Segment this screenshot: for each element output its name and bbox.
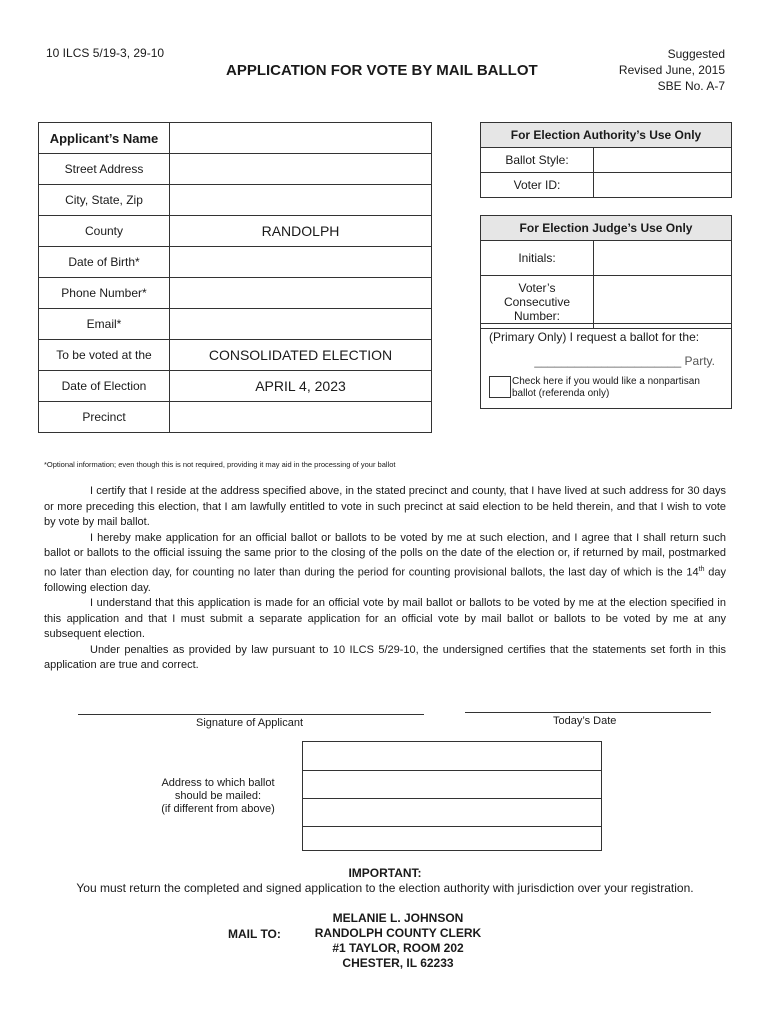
table-row xyxy=(39,216,432,247)
email-label: Email* xyxy=(39,309,170,340)
table-row xyxy=(39,123,432,154)
clerk-name: MELANIE L. JOHNSON xyxy=(332,911,464,925)
clerk-street: #1 TAYLOR, ROOM 202 xyxy=(332,941,464,955)
mail-to-label: MAIL TO: xyxy=(228,927,281,941)
voter-id-field[interactable] xyxy=(594,173,731,197)
email-field[interactable] xyxy=(170,309,432,340)
signature-of-applicant-label: Signature of Applicant xyxy=(196,717,304,729)
consecutive-number-field[interactable] xyxy=(594,276,731,328)
signature-line[interactable] xyxy=(78,714,424,715)
initials-label: Initials: xyxy=(481,241,594,275)
mailing-address-line-2[interactable] xyxy=(302,771,602,799)
mailing-address-text: should be mailed: xyxy=(174,790,262,802)
election-authority-heading: For Election Authority’s Use Only xyxy=(481,123,731,148)
penalties-paragraph: Under penalties as provided by law pursuant to 10 ILCS 5/29-10, the undersigned certifies that the statements set forth in this application are true and correct. xyxy=(44,643,726,672)
election-judge-heading: For Election Judge’s Use Only xyxy=(481,216,731,241)
certification-paragraph: I certify that I reside at the address specified above, in the stated precinct and county, that I have lived at such address for 30 days or more preceding this election, that I am lawfully entitled to vote in such precinct at said election to be held therein, and that I wish to vote by vote by mail ballot. xyxy=(44,485,726,528)
nonpartisan-text: Check here if you would like a nonpartisan xyxy=(512,376,700,387)
election-type-field[interactable]: CONSOLIDATED ELECTION xyxy=(170,340,432,371)
to-be-voted-label: To be voted at the xyxy=(39,340,170,371)
ballot-style-field[interactable] xyxy=(594,148,731,172)
consecutive-number-row xyxy=(481,275,731,328)
table-row xyxy=(39,340,432,371)
date-of-birth-label: Date of Birth* xyxy=(39,247,170,278)
initials-row xyxy=(481,241,731,275)
mailing-address-text: Address to which ballot xyxy=(161,777,275,789)
primary-ballot-box xyxy=(480,323,732,409)
party-line[interactable]: ______________________ Party. xyxy=(534,354,715,368)
ordinal-suffix: th xyxy=(698,565,705,573)
table-row xyxy=(39,402,432,433)
mailing-address-line-1[interactable] xyxy=(302,741,602,771)
application-text: I hereby make application for an official ballot or ballots to be voted by me at such election, and I agree that I shall return such ballot or ballots to the official issuing the same prior to the closing of the polls on the date of the election or, if returned by mail, postmarked no later than election day, for counting no later than during the period for counting provisional ballots, the last day of which is the 14 xyxy=(44,531,726,579)
mailing-address-label xyxy=(152,777,284,816)
county-label: County xyxy=(39,216,170,247)
consecutive-number-text: Voter’s xyxy=(518,281,556,295)
todays-date-line[interactable] xyxy=(465,712,711,713)
street-address-field[interactable] xyxy=(170,154,432,185)
voter-id-label: Voter ID: xyxy=(481,173,594,197)
voter-id-row xyxy=(481,172,731,197)
nonpartisan-checkbox[interactable] xyxy=(489,376,511,398)
todays-date-label: Today’s Date xyxy=(553,715,617,727)
date-of-election-label: Date of Election xyxy=(39,371,170,402)
initials-field[interactable] xyxy=(594,241,731,275)
table-row xyxy=(39,154,432,185)
date-of-election-field[interactable]: APRIL 4, 2023 xyxy=(170,371,432,402)
city-state-zip-label: City, State, Zip xyxy=(39,185,170,216)
suggested-label: Suggested xyxy=(667,47,725,61)
applicant-name-field[interactable] xyxy=(170,123,432,154)
application-text-end: day following election day. xyxy=(44,566,726,594)
clerk-office: RANDOLPH COUNTY CLERK xyxy=(314,926,482,940)
important-notice: You must return the completed and signed application to the election authority with jurisdiction over your registration. xyxy=(76,881,694,895)
revised-label: Revised June, 2015 xyxy=(618,63,725,77)
nonpartisan-label xyxy=(512,376,700,400)
clerk-city: CHESTER, IL 62233 xyxy=(342,956,454,970)
phone-number-label: Phone Number* xyxy=(39,278,170,309)
nonpartisan-text: ballot (referenda only) xyxy=(512,388,610,399)
table-row xyxy=(39,247,432,278)
consecutive-number-text: Consecutive xyxy=(503,295,571,309)
form-number: SBE No. A-7 xyxy=(657,79,725,93)
certification-text xyxy=(44,484,726,674)
important-heading: IMPORTANT: xyxy=(348,866,422,880)
table-row xyxy=(39,278,432,309)
precinct-label: Precinct xyxy=(39,402,170,433)
mailing-address-line-4[interactable] xyxy=(302,827,602,851)
form-title: APPLICATION FOR VOTE BY MAIL BALLOT xyxy=(226,62,538,79)
mail-to-address xyxy=(280,911,516,971)
mailing-address-text: (if different from above) xyxy=(161,803,275,815)
table-row xyxy=(39,371,432,402)
ballot-style-row xyxy=(481,148,731,172)
understanding-paragraph: I understand that this application is made for an official vote by mail ballot or ballots to be voted by me at the election specified in this application and that I must submit a separate application for an official vote by mail ballot or ballots to be voted by me at any subsequent election. xyxy=(44,597,726,641)
election-authority-box xyxy=(480,122,732,198)
ballot-style-label: Ballot Style: xyxy=(481,148,594,172)
application-paragraph xyxy=(44,531,726,597)
form-revision xyxy=(619,46,725,94)
applicant-name-label: Applicant’s Name xyxy=(39,123,170,154)
table-row xyxy=(39,185,432,216)
consecutive-number-text: Number: xyxy=(513,309,560,323)
precinct-field[interactable] xyxy=(170,402,432,433)
date-of-birth-field[interactable] xyxy=(170,247,432,278)
phone-number-field[interactable] xyxy=(170,278,432,309)
table-row xyxy=(39,309,432,340)
county-field[interactable]: RANDOLPH xyxy=(170,216,432,247)
primary-request-text: (Primary Only) I request a ballot for the: xyxy=(489,330,700,344)
mailing-address-line-3[interactable] xyxy=(302,799,602,827)
statute-reference: 10 ILCS 5/19-3, 29-10 xyxy=(46,46,165,60)
street-address-label: Street Address xyxy=(39,154,170,185)
optional-footnote: *Optional information; even though this is not required, providing it may aid in the processing of your ballot xyxy=(44,460,396,469)
consecutive-number-label xyxy=(481,276,594,328)
city-state-zip-field[interactable] xyxy=(170,185,432,216)
applicant-table xyxy=(38,122,432,433)
election-judge-box xyxy=(480,215,732,329)
